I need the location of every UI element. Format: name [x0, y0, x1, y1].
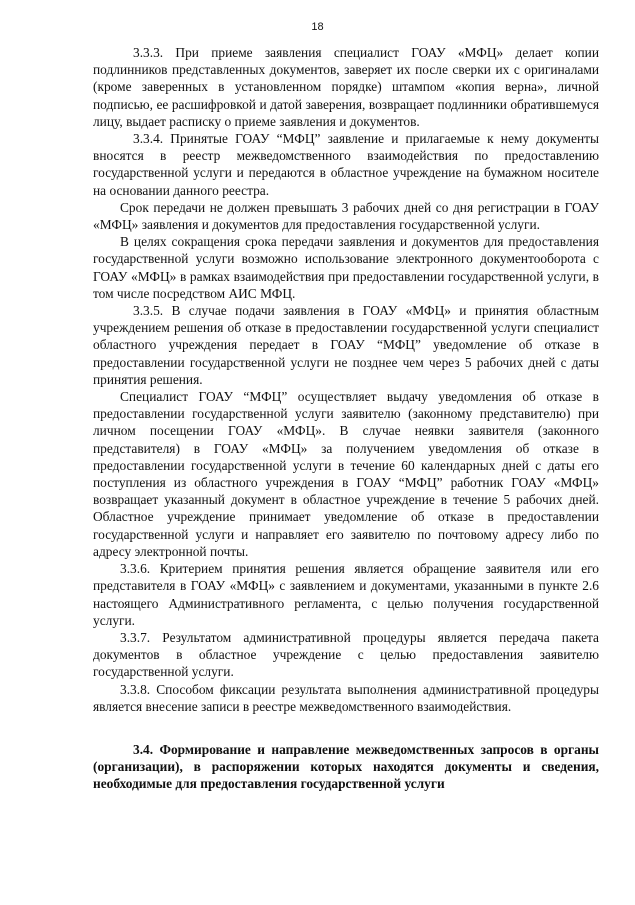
paragraph-3-3-3: 3.3.3. При приеме заявления специалист ГОАУ «МФЦ» делает копии подлинников представленных документов, заверяет их после сверки их с оригиналами (кроме заверенных в установленном порядке) штампом «копия верна», личной подписью, ее расшифровкой и датой заверения, возвращает подлинники обратившемуся лицу, выдает расписку о приеме заявления и документов.: [93, 45, 599, 129]
page-number: 18: [311, 21, 324, 33]
paragraph-transfer-deadline: Срок передачи не должен превышать 3 рабочих дней со дня регистрации в ГОАУ «МФЦ» заявления и документов для предоставления государственной услуги.: [93, 199, 599, 233]
paragraph-3-3-7: 3.3.7. Результатом административной процедуры является передача пакета документов в областное учреждение с целью предоставления заявителю государственной услуги.: [93, 629, 599, 680]
paragraph-refusal-notice: Специалист ГОАУ “МФЦ” осуществляет выдачу уведомления об отказе в предоставлении государственной услуги заявителю (законному представителю) при личном посещении ГОАУ «МФЦ». В случае неявки заявителя (законного представителя) в ГОАУ «МФЦ» за получением уведомления об отказе в предоставлении государственной услуги в течение 60 календарных дней с даты его поступления из областного учреждения в ГОАУ “МФЦ” работник ГОАУ «МФЦ» возвращает указанный документ в областное учреждение в течение 5 рабочих дней. Областное учреждение принимает уведомление об отказе в предоставлении государственной услуги и направляет его заявителю по почтовому адресу либо по адресу электронной почты.: [93, 389, 599, 559]
document-body: [93, 44, 599, 793]
paragraph-3-3-6: 3.3.6. Критерием принятия решения является обращение заявителя или его представителя в ГОАУ «МФЦ» с заявлением и документами, указанными в пункте 2.6 настоящего Административного регламента, с целью получения государственной услуги.: [93, 561, 599, 628]
paragraph-3-3-5: 3.3.5. В случае подачи заявления в ГОАУ «МФЦ» и принятия областным учреждением решения об отказе в предоставлении государственной услуги специалист областного учреждения передает в ГОАУ “МФЦ” уведомление об отказе в предоставлении государственной услуги не позднее чем через 5 рабочих дней с даты принятия решения.: [93, 303, 599, 387]
paragraph-3-3-8: 3.3.8. Способом фиксации результата выполнения административной процедуры является внесение записи в реестре межведомственного взаимодействия.: [93, 681, 599, 714]
paragraph-3-3-4: 3.3.4. Принятые ГОАУ “МФЦ” заявление и прилагаемые к нему документы вносятся в реестр межведомственного взаимодействия по предоставлению государственной услуги и передаются в областное учреждение на бумажном носителе на основании данного реестра.: [93, 131, 599, 198]
paragraph-electronic-document-flow: В целях сокращения срока передачи заявления и документов для предоставления государственной услуги возможно использование электронного документооборота с ГОАУ «МФЦ» в рамках взаимодействия при предоставлении государственной услуги, в том числе посредством АИС МФЦ.: [93, 234, 599, 301]
section-heading-3-4: 3.4. Формирование и направление межведомственных запросов в органы (организации), в распоряжении которых находятся документы и сведения, необходимые для предоставления государственной услуги: [93, 741, 599, 792]
